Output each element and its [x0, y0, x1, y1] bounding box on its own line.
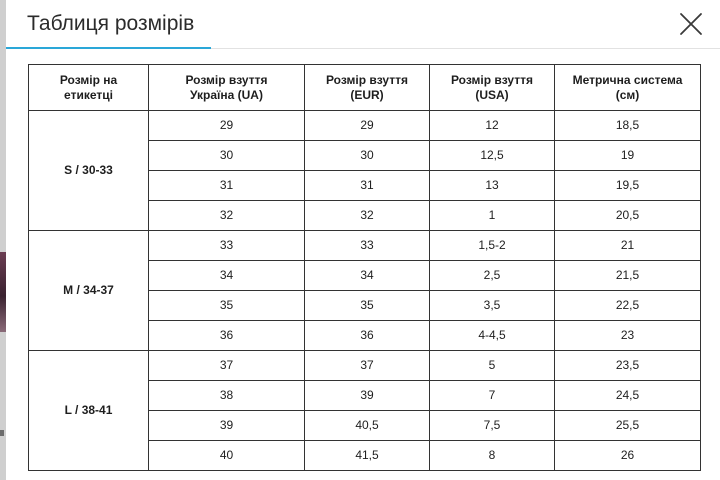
cell-eur: 35: [305, 291, 430, 321]
cell-cm: 26: [555, 441, 701, 471]
cell-ua: 35: [149, 291, 305, 321]
cell-eur: 37: [305, 351, 430, 381]
cell-eur: 31: [305, 171, 430, 201]
cell-usa: 8: [430, 441, 555, 471]
cell-cm: 19: [555, 141, 701, 171]
header-line: Розмір взуття: [325, 72, 409, 87]
cell-usa: 7: [430, 381, 555, 411]
cell-cm: 20,5: [555, 201, 701, 231]
cell-cm: 25,5: [555, 411, 701, 441]
cell-ua: 38: [149, 381, 305, 411]
cell-eur: 32: [305, 201, 430, 231]
cell-cm: 21,5: [555, 261, 701, 291]
cell-usa: 4-4,5: [430, 321, 555, 351]
cell-cm: 21: [555, 231, 701, 261]
cell-usa: 7,5: [430, 411, 555, 441]
cell-cm: 23: [555, 321, 701, 351]
modal-title: Таблиця розмірів: [27, 12, 195, 35]
cell-usa: 2,5: [430, 261, 555, 291]
cell-eur: 29: [305, 111, 430, 141]
cell-eur: 36: [305, 321, 430, 351]
active-tab-underline: [6, 47, 211, 49]
table-row: [29, 111, 701, 141]
cell-ua: 39: [149, 411, 305, 441]
header-line: Розмір взуття: [185, 72, 268, 87]
close-button[interactable]: [678, 11, 704, 37]
cell-eur: 41,5: [305, 441, 430, 471]
cell-usa: 12: [430, 111, 555, 141]
header-line: Розмір на: [59, 72, 118, 87]
size-table: [28, 64, 701, 471]
cell-eur: 40,5: [305, 411, 430, 441]
table-row: [29, 231, 701, 261]
cell-eur: 30: [305, 141, 430, 171]
size-chart-modal: [6, 0, 720, 480]
cell-ua: 37: [149, 351, 305, 381]
cell-ua: 40: [149, 441, 305, 471]
cell-cm: 19,5: [555, 171, 701, 201]
cell-cm: 24,5: [555, 381, 701, 411]
cell-eur: 34: [305, 261, 430, 291]
header-line: етикетці: [64, 87, 113, 102]
table-header-row: [29, 65, 701, 111]
table-row: [29, 351, 701, 381]
header-eur-size: [305, 65, 430, 111]
cell-ua: 34: [149, 261, 305, 291]
cell-usa: 3,5: [430, 291, 555, 321]
cell-cm: 23,5: [555, 351, 701, 381]
cell-ua: 36: [149, 321, 305, 351]
cell-usa: 1,5-2: [430, 231, 555, 261]
cell-ua: 31: [149, 171, 305, 201]
header-ua-size: [149, 65, 305, 111]
header-label-size: [29, 65, 149, 111]
cell-eur: 39: [305, 381, 430, 411]
cell-usa: 5: [430, 351, 555, 381]
cell-cm: 18,5: [555, 111, 701, 141]
cell-cm: 22,5: [555, 291, 701, 321]
cell-ua: 33: [149, 231, 305, 261]
cell-ua: 32: [149, 201, 305, 231]
cell-eur: 33: [305, 231, 430, 261]
header-line: Метрична система: [572, 72, 683, 87]
close-icon: [678, 11, 704, 37]
group-label-m: M / 34-37: [29, 231, 149, 351]
cell-ua: 29: [149, 111, 305, 141]
header-divider: [211, 48, 720, 49]
header-line: Україна (UA): [190, 87, 263, 102]
group-label-s: S / 30-33: [29, 111, 149, 231]
header-metric-size: [555, 65, 701, 111]
cell-usa: 1: [430, 201, 555, 231]
background-text-fragment: [0, 430, 4, 436]
header-line: (USA): [475, 87, 509, 102]
cell-usa: 12,5: [430, 141, 555, 171]
header-line: Розмір взуття: [450, 72, 534, 87]
cell-ua: 30: [149, 141, 305, 171]
header-line: (EUR): [350, 87, 384, 102]
group-label-l: L / 38-41: [29, 351, 149, 471]
header-usa-size: [430, 65, 555, 111]
header-line: (см): [615, 87, 640, 102]
cell-usa: 13: [430, 171, 555, 201]
